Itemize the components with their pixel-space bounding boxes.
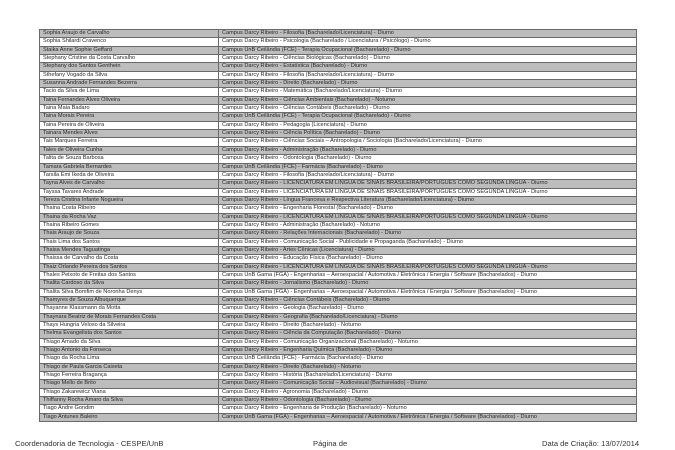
candidate-name-cell: Susanna Andrade Fernandes Bezerra: [40, 80, 219, 88]
course-cell: Campus Darcy Ribeiro - Relações Internacionais (Bacharelado) - Diurno: [219, 230, 637, 238]
candidate-name-cell: Thiago Mello de Brito: [40, 380, 219, 388]
candidate-name-cell: Thaynara Beatriz de Morais Fernandes Costa: [40, 313, 219, 321]
table-row: [40, 255, 637, 263]
candidate-name-cell: Thaina da Rocha Vaz: [40, 213, 219, 221]
candidate-name-cell: Thaina Costa Ribeiro: [40, 205, 219, 213]
candidate-name-cell: Thiago Zakarewicz Viana: [40, 388, 219, 396]
course-cell: Campus Darcy Ribeiro - Matemática (Bacharelado/Licenciatura) - Diurno: [219, 88, 637, 96]
candidate-name-cell: Taina Pereira de Oliveira: [40, 121, 219, 129]
table-row: [40, 397, 637, 405]
course-cell: Campus Darcy Ribeiro - Filosofia (Bacharelado/Licenciatura) - Diurno: [219, 171, 637, 179]
candidate-name-cell: Staika Anne Sophie Geffard: [40, 46, 219, 54]
table-row: [40, 388, 637, 396]
candidate-name-cell: Thayanne Klassmann da Motta: [40, 305, 219, 313]
candidate-name-cell: Thales Peixoto de Freitas dos Santos: [40, 271, 219, 279]
course-cell: Campus UnB Gama (FGA) - Engenharias – Aeroespacial / Automotiva / Eletrônica / Energia / Software (Bacharelados) - Diurno: [219, 271, 637, 279]
course-cell: Campus Darcy Ribeiro - Pedagogia (Licenciatura) - Diurno: [219, 121, 637, 129]
candidate-name-cell: Stephany dos Santos Genthein: [40, 63, 219, 71]
course-cell: Campus Darcy Ribeiro - Comunicação Organizacional (Bacharelado) - Noturno: [219, 338, 637, 346]
table-row: [40, 130, 637, 138]
course-cell: Campus Darcy Ribeiro - LICENCIATURA EM LÍNGUA DE SINAIS BRASILEIRA/PORTUGUÊS COMO SEGUNDA LÍNGUA - Diurno: [219, 213, 637, 221]
course-cell: Campus Darcy Ribeiro - Jornalismo (Bacharelado) - Diurno: [219, 280, 637, 288]
candidate-name-cell: Thais Lima dos Santos: [40, 238, 219, 246]
course-cell: Campus Darcy Ribeiro - Geografia (Bacharelado/Licenciatura) - Diurno: [219, 313, 637, 321]
table-row: [40, 55, 637, 63]
course-cell: Campus Darcy Ribeiro - Direito (Bacharelado) - Noturno: [219, 322, 637, 330]
candidate-name-cell: Thiago Amado da Silva: [40, 338, 219, 346]
candidate-name-cell: Thalita Silva Bomfim de Noronha Denys: [40, 288, 219, 296]
table-row: [40, 238, 637, 246]
course-cell: Campus Darcy Ribeiro - Comunicação Social - Publicidade e Propaganda (Bacharelado) - Diurno: [219, 238, 637, 246]
course-cell: Campus UnB Ceilândia (FCE) - Terapia Ocupacional (Bacharelado) - Diurno: [219, 113, 637, 121]
candidate-name-cell: Tainara Mendes Alves: [40, 130, 219, 138]
course-cell: Campus Darcy Ribeiro - Ciências Contábeis (Bacharelado) - Diurno: [219, 297, 637, 305]
course-cell: Campus Darcy Ribeiro - Ciências Ambientais (Bacharelado) - Noturno: [219, 96, 637, 104]
course-cell: Campus Darcy Ribeiro - Administração (Bacharelado) - Noturno: [219, 221, 637, 229]
course-cell: Campus Darcy Ribeiro - Psicologia (Bacharelado / Licenciatura / Psicólogo) - Diurno: [219, 38, 637, 46]
table-row: [40, 313, 637, 321]
candidate-name-cell: Sophia Shilardi Cravenco: [40, 38, 219, 46]
table-row: [40, 96, 637, 104]
table-row: [40, 263, 637, 271]
table-row: [40, 146, 637, 154]
candidate-name-cell: Thamyres de Souza Albuquerque: [40, 297, 219, 305]
table-row: [40, 271, 637, 279]
table-row: [40, 180, 637, 188]
candidate-name-cell: Taina Morais Pereira: [40, 113, 219, 121]
course-cell: Campus Darcy Ribeiro - Ciências Sociais – Antropologia / Sociologia (Bacharelado/Licenciatura) - Diurno: [219, 138, 637, 146]
course-cell: Campus Darcy Ribeiro - Ciências Biológicas (Bacharelado) - Diurno: [219, 55, 637, 63]
candidate-name-cell: Taina Fernandes Alves Oliveira: [40, 96, 219, 104]
course-cell: Campus Darcy Ribeiro - Ciência Política (Bacharelado) - Diurno: [219, 130, 637, 138]
table-row: [40, 372, 637, 380]
candidate-name-cell: Thaisa Mendes Taguatinga: [40, 246, 219, 254]
course-cell: Campus Darcy Ribeiro - Ciências Contábeis (Bacharelado) - Diurno: [219, 105, 637, 113]
candidate-name-cell: Tamara Gabriela Bernardes: [40, 163, 219, 171]
table-row: [40, 113, 637, 121]
course-cell: Campus UnB Ceilândia (FCE) - Terapia Ocupacional (Bacharelado) - Diurno: [219, 46, 637, 54]
candidate-name-cell: Sthefany Vogado da Silva: [40, 71, 219, 79]
table-row: [40, 330, 637, 338]
course-cell: Campus Darcy Ribeiro - História (Bacharelado/Licenciatura) - Diurno: [219, 372, 637, 380]
candidate-name-cell: Thiago Ferreira Bragança: [40, 372, 219, 380]
course-cell: Campus Darcy Ribeiro - Ciência da Computação (Bacharelado) - Diurno: [219, 330, 637, 338]
table-row: [40, 213, 637, 221]
table-row: [40, 355, 637, 363]
candidate-name-cell: Thalita Cardoso da Silva: [40, 280, 219, 288]
table-row: [40, 230, 637, 238]
course-cell: Campus Darcy Ribeiro - Odontologia (Bacharelado) - Diurno: [219, 397, 637, 405]
table-row: [40, 288, 637, 296]
candidate-name-cell: Thays Hungria Veloso da Silveira: [40, 322, 219, 330]
table-row: [40, 30, 637, 38]
course-cell: Campus UnB Gama (FGA) - Engenharias – Aeroespacial / Automotiva / Eletrônica / Energia / Software (Bacharelados) - Diurno: [219, 413, 637, 421]
course-cell: Campus Darcy Ribeiro - Direito (Bacharelado) - Noturno: [219, 363, 637, 371]
course-cell: Campus Darcy Ribeiro - LICENCIATURA EM LÍNGUA DE SINAIS BRASILEIRA/PORTUGUÊS COMO SEGUNDA LÍNGUA - Diurno: [219, 188, 637, 196]
table-row: [40, 280, 637, 288]
candidate-name-cell: Stephany Cristine da Costa Carvalho: [40, 55, 219, 63]
table-row: [40, 305, 637, 313]
course-cell: Campus Darcy Ribeiro - Administração (Bacharelado) - Diurno: [219, 146, 637, 154]
candidate-name-cell: Tais Marques Ferreira: [40, 138, 219, 146]
course-cell: Campus Darcy Ribeiro - Estatística (Bacharelado) - Diurno: [219, 63, 637, 71]
table-row: [40, 205, 637, 213]
table-row: [40, 121, 637, 129]
candidate-name-cell: Talita de Souza Barbosa: [40, 155, 219, 163]
course-cell: Campus Darcy Ribeiro - Engenharia Florestal (Bacharelado) - Diurno: [219, 205, 637, 213]
candidate-name-cell: Tiago Antunes Baleiro: [40, 413, 219, 421]
table-row: [40, 246, 637, 254]
candidate-name-cell: Tayssa Tavares Andrade: [40, 188, 219, 196]
table-row: [40, 80, 637, 88]
candidate-name-cell: Taina Maia Badaro: [40, 105, 219, 113]
footer-creation-date: Data de Criação: 13/07/2014: [542, 439, 640, 448]
candidate-name-cell: Thais Araujo de Souza: [40, 230, 219, 238]
table-row: [40, 171, 637, 179]
course-cell: Campus Darcy Ribeiro - Engenharia Química (Bacharelado) - Diurno: [219, 347, 637, 355]
course-cell: Campus Darcy Ribeiro - Língua Francesa e Respectiva Literatura (Bacharelado/Licenciatura) - Diurno: [219, 196, 637, 204]
table-row: [40, 105, 637, 113]
course-cell: Campus Darcy Ribeiro - Odontologia (Bacharelado) - Diurno: [219, 155, 637, 163]
table-row: [40, 338, 637, 346]
course-cell: Campus Darcy Ribeiro - LICENCIATURA EM LÍNGUA DE SINAIS BRASILEIRA/PORTUGUÊS COMO SEGUNDA LÍNGUA - Diurno: [219, 263, 637, 271]
candidate-name-cell: Thelma Evangelista dos Santos: [40, 330, 219, 338]
course-cell: Campus Darcy Ribeiro - Educação Física (Bacharelado) - Diurno: [219, 255, 637, 263]
candidate-name-cell: Sophia Araujo de Carvalho: [40, 30, 219, 38]
course-cell: Campus Darcy Ribeiro - Agronomia (Bacharelado) - Diurno: [219, 388, 637, 396]
table-row: [40, 363, 637, 371]
results-table: [39, 29, 637, 422]
course-cell: Campus UnB Gama (FGA) - Engenharias – Aeroespacial / Automotiva / Eletrônica / Energia / Software (Bacharelados) - Diurno: [219, 288, 637, 296]
candidate-name-cell: Tacio da Silva de Lima: [40, 88, 219, 96]
table-row: [40, 413, 637, 421]
course-cell: Campus Darcy Ribeiro - Filosofia (Bacharelado/Licenciatura) - Diurno: [219, 30, 637, 38]
table-row: [40, 405, 637, 413]
candidate-name-cell: Tales de Oliveira Cunha: [40, 146, 219, 154]
course-cell: Campus Darcy Ribeiro - Artes Cênicas (Licenciatura) - Diurno: [219, 246, 637, 254]
table-row: [40, 196, 637, 204]
candidate-name-cell: Tereza Cristina Infante Nogueira: [40, 196, 219, 204]
course-cell: Campus Darcy Ribeiro - Engenharia de Produção (Bacharelado) - Noturno: [219, 405, 637, 413]
candidate-name-cell: Tiago Andre Gondim: [40, 405, 219, 413]
table-row: [40, 38, 637, 46]
table-row: [40, 155, 637, 163]
footer-page-number: Página de: [313, 439, 348, 448]
candidate-name-cell: Tarsila Emi Ikeda de Oliveira: [40, 171, 219, 179]
table-row: [40, 88, 637, 96]
course-cell: Campus Darcy Ribeiro - Direito (Bacharelado) - Diurno: [219, 80, 637, 88]
course-cell: Campus Darcy Ribeiro - Geologia (Bacharelado) - Diurno: [219, 305, 637, 313]
candidate-name-cell: Thaiz Orlando Pereira dos Santos: [40, 263, 219, 271]
table-row: [40, 46, 637, 54]
table-row: [40, 221, 637, 229]
table-row: [40, 188, 637, 196]
course-cell: Campus Darcy Ribeiro - Filosofia (Bacharelado/Licenciatura) - Diurno: [219, 71, 637, 79]
candidate-name-cell: Thaissa de Carvalho da Costa: [40, 255, 219, 263]
course-cell: Campus UnB Ceilândia (FCE) - Farmácia (Bacharelado) - Diurno: [219, 163, 637, 171]
footer-organization: Coordenadoria de Tecnologia - CESPE/UnB: [15, 439, 164, 448]
table-row: [40, 138, 637, 146]
course-cell: Campus Darcy Ribeiro - LICENCIATURA EM LÍNGUA DE SINAIS BRASILEIRA/PORTUGUÊS COMO SEGUNDA LÍNGUA - Diurno: [219, 180, 637, 188]
table-row: [40, 347, 637, 355]
table-row: [40, 163, 637, 171]
table-row: [40, 71, 637, 79]
table-row: [40, 322, 637, 330]
table-row: [40, 63, 637, 71]
course-cell: Campus Darcy Ribeiro - Comunicação Social – Audiovisual (Bacharelado) - Diurno: [219, 380, 637, 388]
table-row: [40, 297, 637, 305]
course-cell: Campus UnB Ceilândia (FCE) - Farmácia (Bacharelado) - Diurno: [219, 355, 637, 363]
candidate-name-cell: Thiago da Rocha Lima: [40, 355, 219, 363]
results-table-body: [40, 30, 637, 422]
candidate-name-cell: Thiffanny Rocha Amaro da Silva: [40, 397, 219, 405]
table-row: [40, 380, 637, 388]
candidate-name-cell: Thiago de Paula Garcia Caixeta: [40, 363, 219, 371]
candidate-name-cell: Thiago Antonio da Fonseca: [40, 347, 219, 355]
candidate-name-cell: Thaina Ribeiro Gomes: [40, 221, 219, 229]
candidate-name-cell: Tayna Alves de Carvalho: [40, 180, 219, 188]
